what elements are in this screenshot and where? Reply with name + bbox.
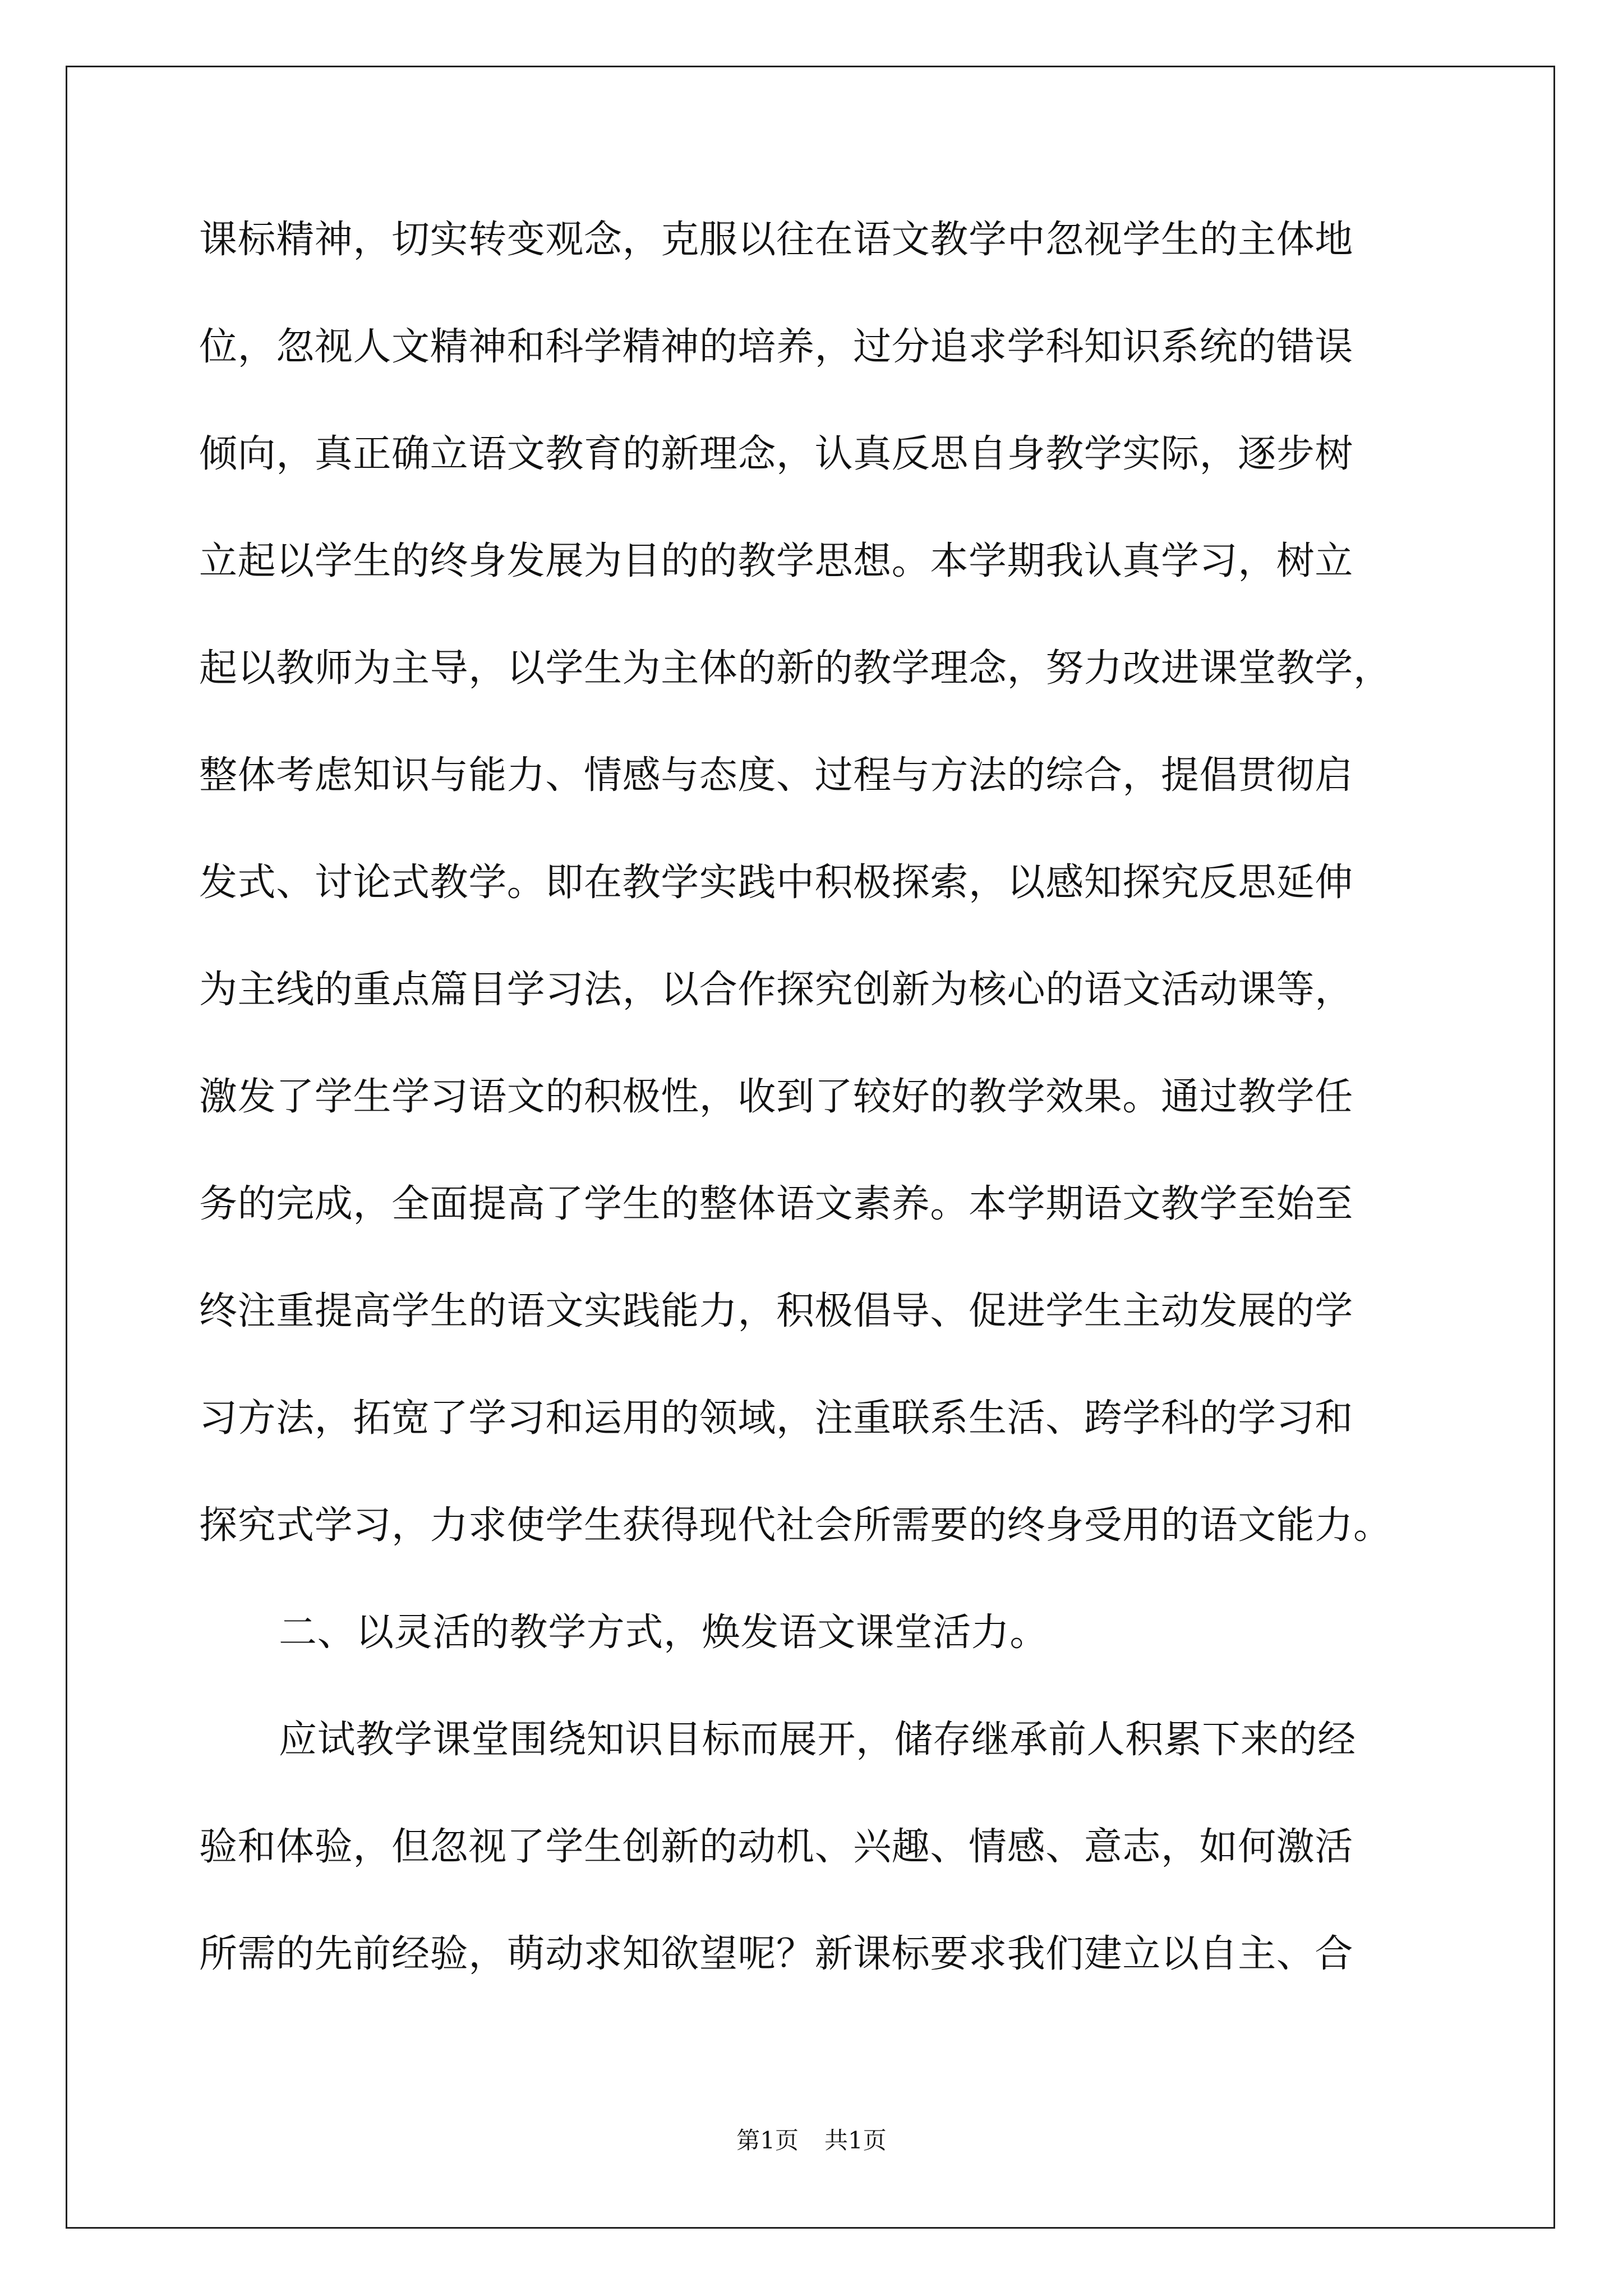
text-line: 倾向，真正确立语文教育的新理念，认真反思自身教学实际，逐步树 (199, 432, 1354, 476)
text-line: 为主线的重点篇目学习法，以合作探究创新为核心的语文活动课等， (199, 968, 1354, 1012)
document-body (199, 213, 1422, 2035)
section-heading: 二、以灵活的教学方式，焕发语文课堂活力。 (279, 1611, 1049, 1655)
text-line: 课标精神，切实转变观念，克服以往在语文教学中忽视学生的主体地 (199, 218, 1354, 262)
text-line: 习方法，拓宽了学习和运用的领域，注重联系生活、跨学科的学习和 (199, 1396, 1354, 1441)
page-footer (0, 2124, 1623, 2157)
text-line: 发式、讨论式教学。即在教学实践中积极探索，以感知探究反思延伸 (199, 861, 1354, 905)
text-line: 激发了学生学习语文的积极性，收到了较好的教学效果。通过教学任 (199, 1075, 1354, 1119)
page-number: 第1页 (736, 2127, 799, 2154)
text-line: 务的完成，全面提高了学生的整体语文素养。本学期语文教学至始至 (199, 1182, 1354, 1226)
text-line: 终注重提高学生的语文实践能力，积极倡导、促进学生主动发展的学 (199, 1289, 1354, 1333)
text-line: 所需的先前经验，萌动求知欲望呢？新课标要求我们建立以自主、合 (199, 1932, 1354, 1976)
paragraph-start-line: 应试教学课堂围绕知识目标而展开，储存继承前人积累下来的经 (279, 1718, 1356, 1762)
text-line: 验和体验，但忽视了学生创新的动机、兴趣、情感、意志，如何激活 (199, 1825, 1354, 1869)
text-line: 立起以学生的终身发展为目的的教学思想。本学期我认真学习，树立 (199, 539, 1354, 583)
text-line: 位，忽视人文精神和科学精神的培养，过分追求学科知识系统的错误 (199, 325, 1354, 369)
text-line: 整体考虑知识与能力、情感与态度、过程与方法的综合，提倡贯彻启 (199, 753, 1354, 798)
page-total: 共1页 (824, 2127, 887, 2154)
text-line: 探究式学习，力求使学生获得现代社会所需要的终身受用的语文能力。 (199, 1503, 1392, 1548)
text-line: 起以教师为主导，以学生为主体的新的教学理念，努力改进课堂教学， (199, 646, 1392, 691)
